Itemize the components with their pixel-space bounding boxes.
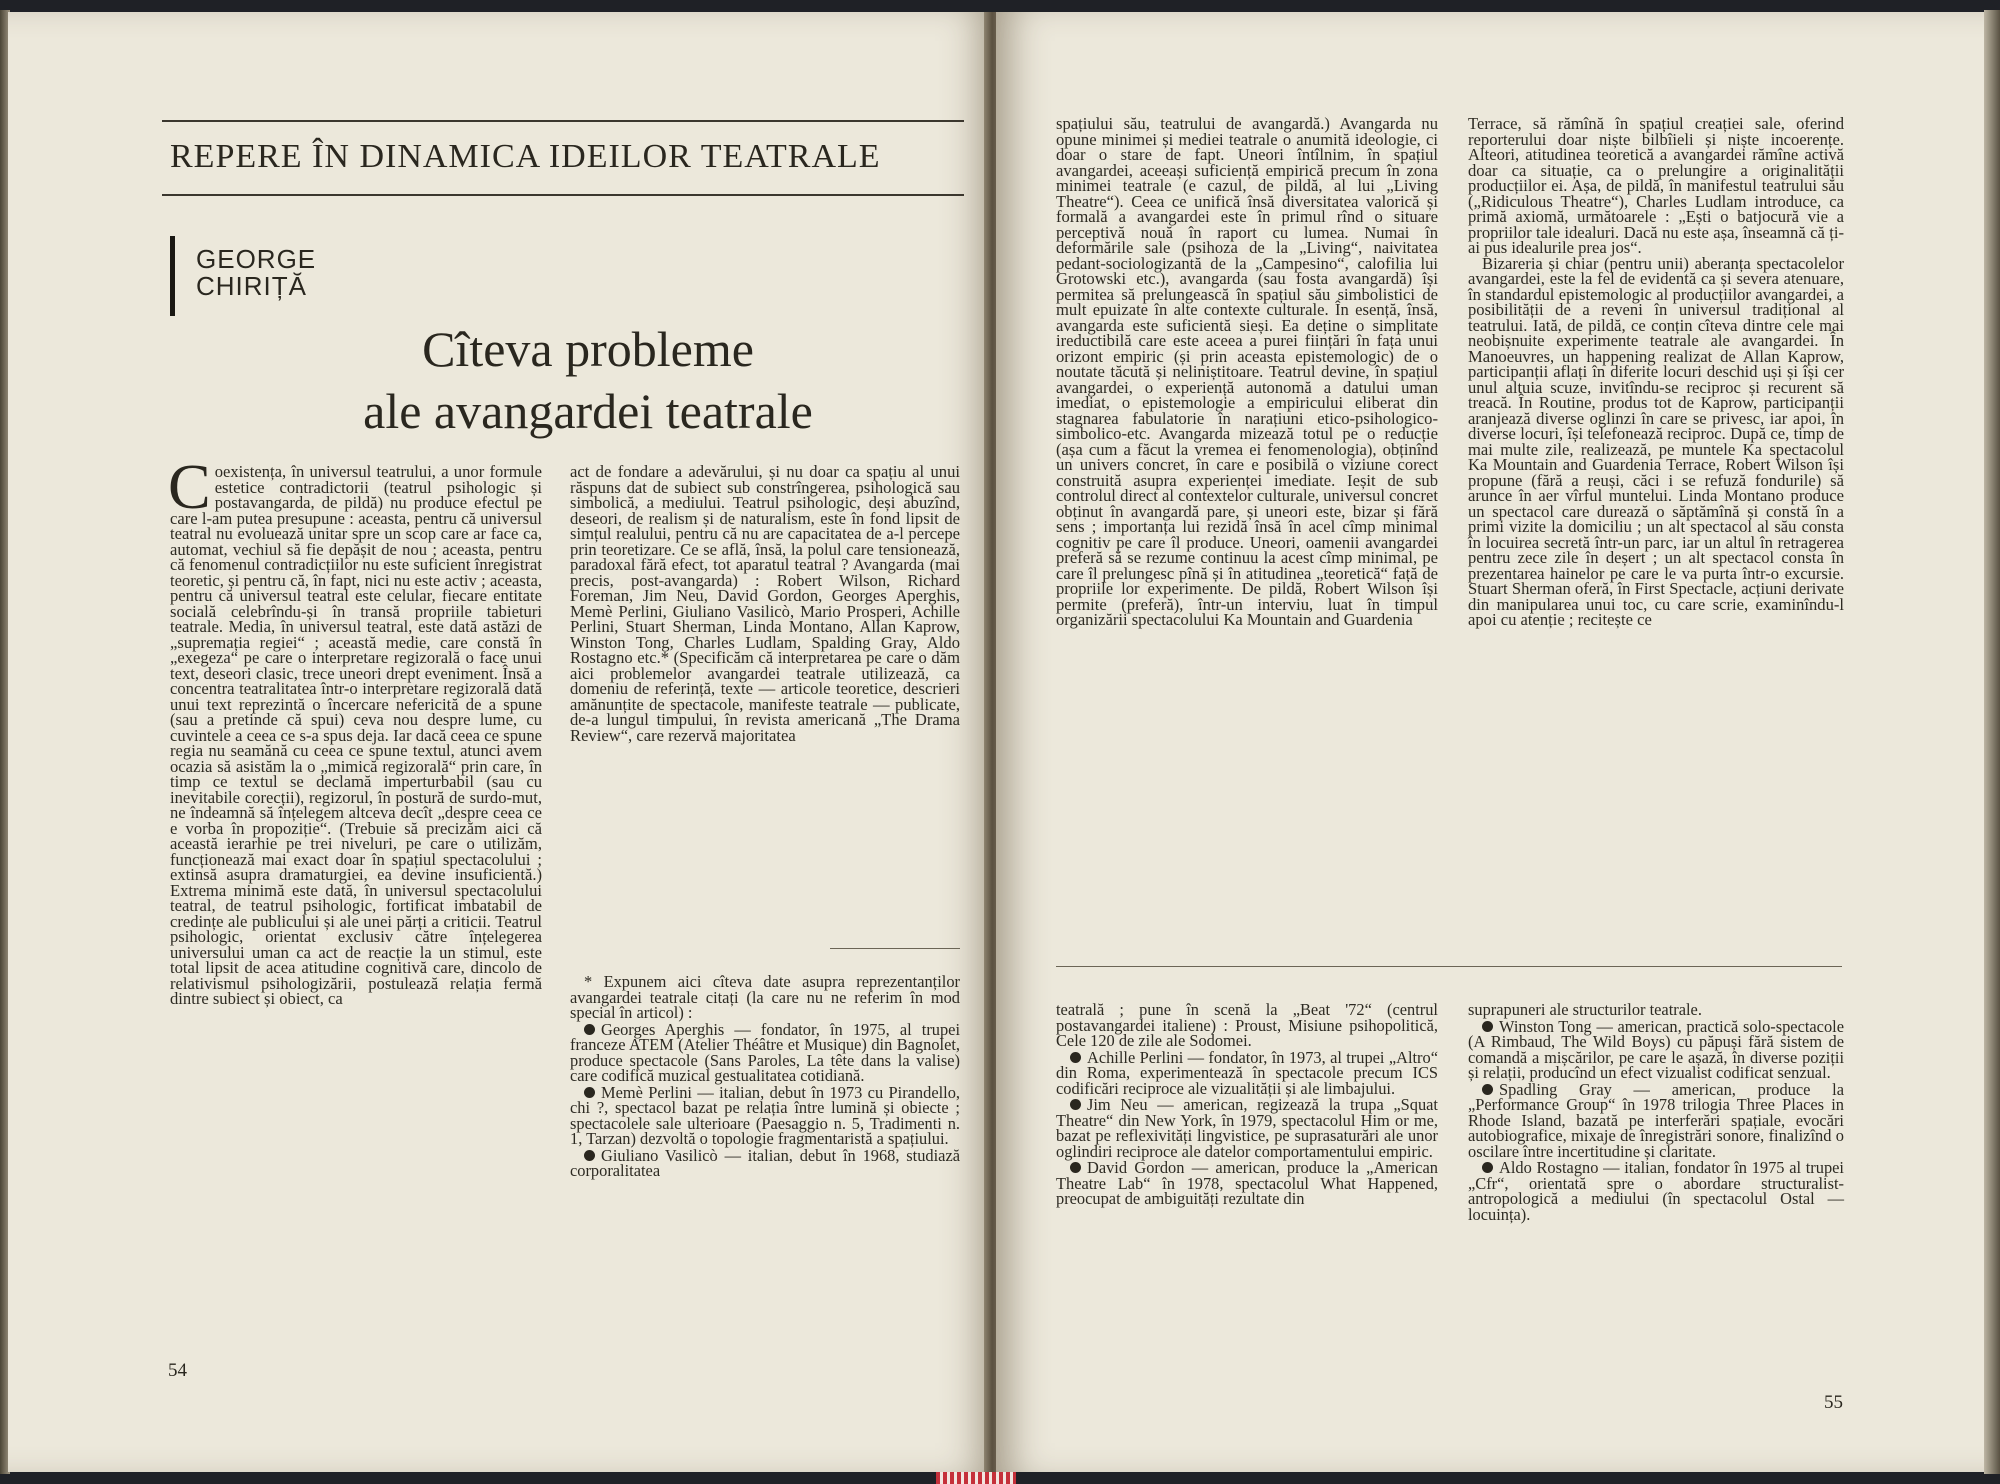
left-col2-text: act de fondare a adevărului, și nu doar ca spațiu al unui răspuns dat de subiect sub constrîngerea, psihologică sau simbolică, a mediului. Teatrul psihologic, deși abuzînd, deseori, de realism și de naturalism, este în fond lipsit de simțul realului, pentru că nu are capacitatea de a-l percepe prin teoretizare. Ce se află, însă, la polul care tensionează, paradoxal fără efect, tot aparatul teatral ? Avangarda (mai precis, post-avangarda) : Robert Wilson, Richard Foreman, Jim Neu, David Gordon, Georges Aperghis, Memè Perlini, Giuliano Vasilicò, Mario Prosperi, Achille Perlini, Stuart Sherman, Linda Montano, Allan Kaprow, Winston Tong, Charles Ludlam, Spalding Gray, Aldo Rostagno etc.* (Specificăm că interpretarea pe care o dăm aici problemelor avangardei teatrale utilizează, ca domeniu de referință, texte — articole teoretice, descrieri amănunțite de spectacole, manifeste teatrale — publicate, de-a lungul timpului, în revista americană „The Drama Review“, care rezervă majoritatea bbox=[570, 462, 960, 745]
footnote-vasilico: Giuliano Vasilicò — italian, debut în 1968, studiază corporalitatea bbox=[570, 1145, 960, 1180]
page-number-right: 55 bbox=[1824, 1392, 1843, 1413]
page-number-left: 54 bbox=[168, 1360, 187, 1381]
footnote-gordon-cont: suprapuneri ale structurilor teatrale. bbox=[1468, 1000, 1702, 1019]
right-col2-text-a: Terrace, să rămînă în spațiul creației sale, oferind reporterului doar niște bilbîieli și niște incoerențe. Alteori, atitudinea teoretică a avangardei rămîne activă doar ca situație, ca o prelungire a originalității producțiilor ei. Așa, de pildă, în manifestul teatrului său („Ridiculous Theatre“), Charles Ludlam introduce, ca primă axiomă, următoarele : „Ești o batjocură vie a propriilor tale idealuri. Dacă nu este așa, înseamnă că ți-ai pus idealurile prea jos“. bbox=[1468, 114, 1844, 257]
article-title bbox=[208, 318, 968, 442]
right-footnotes-col2 bbox=[1468, 1002, 1844, 1223]
footnote-david-gordon: David Gordon — american, produce la „American Theatre Lab“ în 1978, spectacolul What Happened, preocupat de ambiguități rezultate din bbox=[1056, 1158, 1438, 1208]
right-col1-text: spațiului său, teatrului de avangardă.) Avangarda nu opune minimei și mediei teatrale o anumită ideologie, ci doar o stare de fapt. Uneori întîlnim, în spațiul avangardei, aceeași suficiență empirică precum în zona minimei teatrale (e cazul, de pildă, al lui „Living Theatre“). Ceea ce unifică însă diversitatea valorică și formală a avangardei este în primul rînd o situare perceptivă nouă în raport cu lumea. Numai în deformările sale (psihoza de la „Living“, naivitatea pedant-sociologizantă de la „Campesino“, calofilia lui Grotowski etc.), avangarda (sau fosta avangardă) își permitea să prelungească în spațiul său simbolistici de mult epuizate în alte contexte culturale. În esență, însă, avangarda este suficientă sieși. Ea deține o simplitate ireductibilă care este aceea a purei ființări în fața unui orizont empiric (și prin aceasta epistemologic) de o noutate tăcută și neliniștitoare. Teatrul devine, în spațiul avangardei, o experiență autonomă a datului uman imediat, o epistemologie a empiricului eliberat din stagnarea fabulatorie în narațiuni etico-psihologico-simbolico-etc. Avangarda mizează totul pe o reducție (așa cum a făcut la vremea ei fenomenologia), obținînd un univers concret, în care e posibilă o viziune corect construită asupra experienței imediate. Ieșit de sub controlul direct al contextelor culturale, universul concret obținut în avangardă pare, și uneori este, bizar și fără sens ; importanța lui rezidă însă în acel cîmp minimal cognitiv pe care îl produce. Uneori, oamenii avangardei preferă să se rezume continuu la acest cîmp minimal, pe care îl prelungesc pînă și în atitudinea „teoretică“ față de propriile lor experimente. De pildă, Robert Wilson își permite (preferă), într-un interviu, luat în timpul organizării spectacolului Ka Mountain and Guardenia bbox=[1056, 114, 1438, 629]
page-54 bbox=[8, 12, 992, 1472]
author-bar bbox=[170, 236, 175, 316]
right-col2-text-b: Bizareria și chiar (pentru unii) aberanța spectacolelor avangardei, este la fel de evidentă ca și severa atenuare, în standardul epistemologic al producțiilor avangardei, a posibilității de a reveni în universul tradițional al teatrului. Iată, de pildă, ce conțin cîteva dintre cele mai neobișnuite experimente teatrale ale avangardei. În Manoeuvres, un happening realizat de Allan Kaprow, participanții aflați în diferite locuri deschid uși și își cer unul altuia scuze, invitîndu-se reciproc și recurent să treacă. În Routine, produs tot de Kaprow, participanții aranjează diverse oglinzi în care se privesc, iar apoi, în diverse locuri, își telefonează reciproc. După ce, timp de mai multe zile, realizează, pe muntele Ka spectacolul Ka Mountain and Guardenia Terrace, Robert Wilson își propune (fără a reuși, căci i se refuză fondurile) să arunce în aer vîrful muntelui. Linda Montano produce un spectacol care durează o săptămînă și constă în a primi vizite la domiciliu ; un alt spectacol al său consta în locuirea secretă într-un parc, iar un altul în retragerea pentru zece zile în deșert ; un alt spectacol consta în prezentarea hainelor pe care le va purta într-o excursie. Stuart Sherman oferă, în First Spectacle, acțiuni derivate din manipularea unui toc, cu care scrie, examinîndu-l apoi cu atenție ; recitește ce bbox=[1468, 253, 1844, 629]
right-footnote-rule bbox=[1056, 966, 1842, 967]
footnote-aldo-rostagno: Aldo Rostagno — italian, fondator în 1975 al trupei „Cfr“, orientată spre o abordare structuralist-antropologică a mediului (în spectacolul Ostal — locuința). bbox=[1468, 1158, 1844, 1224]
page-55 bbox=[996, 12, 1986, 1472]
footnote-achille-perlini: Achille Perlini — fondator, în 1973, al trupei „Altro“ din Roma, experimentează în spectacole precum ICS codificări reciproce ale vizualității și ale limbajului. bbox=[1056, 1047, 1438, 1098]
left-column-1 bbox=[168, 451, 542, 1008]
bullet-icon bbox=[1482, 1084, 1493, 1095]
footnote-perlini: Memè Perlini — italian, debut în 1973 cu Pirandello, chi ?, spectacol bazat pe relația între lumină și obiecte ; spectacolele sale ulterioare (Paesaggio n. 5, Tradimenti n. 1, Tarzan) dezvoltă o topologie fragmentaristă a spațiului. bbox=[570, 1082, 960, 1148]
footnote-aperghis: Georges Aperghis — fondator, în 1975, al trupei franceze ATEM (Atelier Théâtre et Musique) din Bagnolet, produce spectacole (Sans Paroles, La tête dans la valise) care codifică muzical gestualitatea cotidiană. bbox=[570, 1019, 960, 1085]
footnote-winston-tong: Winston Tong — american, practică solo-spectacole (A Rimbaud, The Wild Boys) cu păpuși fără sistem de comandă a mișcărilor, pe care le așază, în diverse poziții și relații, producînd un efect vizualist codificat senzual. bbox=[1468, 1016, 1844, 1082]
bullet-icon bbox=[1070, 1052, 1081, 1063]
bullet-icon bbox=[584, 1087, 595, 1098]
title-line-1: Cîteva probleme bbox=[422, 321, 754, 377]
header-rule-bottom bbox=[162, 194, 964, 196]
footnote-rule bbox=[830, 948, 960, 949]
series-title: REPERE ÎN DINAMICA IDEILOR TEATRALE bbox=[170, 138, 881, 175]
bullet-icon bbox=[1482, 1162, 1493, 1173]
bullet-icon bbox=[584, 1024, 595, 1035]
footnote-intro: * Expunem aici cîteva date asupra reprezentanților avangardei teatrale citați (la care nu ne referim în mod special în articol) : bbox=[570, 972, 960, 1022]
right-footnotes-col1 bbox=[1056, 1002, 1438, 1208]
bullet-icon bbox=[1070, 1099, 1081, 1110]
left-column-2 bbox=[570, 464, 960, 743]
right-column-2 bbox=[1468, 116, 1844, 628]
left-footnotes bbox=[570, 974, 960, 1180]
book-binding-tape bbox=[936, 1472, 1016, 1484]
author-last-name: CHIRIȚĂ bbox=[196, 271, 307, 301]
right-column-1 bbox=[1056, 116, 1438, 628]
title-line-2: ale avangardei teatrale bbox=[363, 383, 813, 439]
header-rule-top bbox=[162, 120, 964, 122]
footnote-spadling-gray: Spadling Gray — american, produce la „Performance Group“ în 1978 trilogia Three Places in Rhode Island, bazată pe interferări spațiale, evocări autobiografice, mixaje de înregistrări sonore, finalizînd o oscilare între incertitudine și claritate. bbox=[1468, 1079, 1844, 1161]
left-col1-text: oexistența, în universul teatrului, a unor formule estetice contradictorii (teatrul psihologic și postavangarda, de pildă) nu produce efectul pe care l-am putea presupune : aceasta, pentru că universul teatral nu evoluează unitar spre un scop care ar face ca, automat, vechiul să fie depășit de nou ; aceasta, pentru că fenomenul contradicțiilor nu este suficient înregistrat teoretic, și pentru că, în fapt, nici nu este activ ; aceasta, pentru că universul teatral este celular, fiecare entitate socială celebrîndu-și în transă propriile tabieturi teatrale. Media, în universul teatral, este dată astăzi de „supremația regiei“ ; această medie, care constă în „exegeza“ pe care o interpretare regizorală o face unui text, deseori clasic, trece uneori drept eveniment. Însă a concentra teatralitatea într-o interpretare regizorală dată unui text reprezintă o încercare nefericită de a spune (sau a pretinde că spui) ceva nou despre lume, cu cuvintele a ceea ce s-a spus deja. Iar dacă ceea ce spune regia nu seamănă cu ceea ce spune textul, atunci avem ocazia să asistăm la o „mimică regizorală“ prin care, în timp ce textul se declamă imperturbabil (sau cu inevitabile corecții), regizorul, în postură de surdo-mut, ne îndeamnă să înțelegem altceva decît „despre ceea ce e vorba în propoziție“. (Trebuie să precizăm aici că această ierarhie pe trei niveluri, pe care o utilizăm, funcționează mai exact doar în spațiul spectacolului ; extinsă asupra dramaturgiei, ea devine insuficientă.) Extrema minimă este dată, în universul spectacolului teatral, de teatrul psihologic, fortificat imbatabil de credințe ale publicului și ale unei părți a criticii. Teatrul psihologic, orientat exclusiv către înțelegerea universului uman ca act de reacție la un stimul, este total lipsit de acea atitudine cognitivă care, dincolo de relativismul psihologizării, postulează relația fermă dintre subiect și obiect, ca bbox=[170, 462, 542, 1008]
bullet-icon bbox=[1070, 1162, 1081, 1173]
bullet-icon bbox=[1482, 1021, 1493, 1032]
bullet-icon bbox=[584, 1150, 595, 1161]
footnote-jim-neu: Jim Neu — american, regizează la trupa „Squat Theatre“ din New York, în 1979, spectacolul Him or me, bazat pe reflexivități lingvistice, pe suprasaturări ale unor oglindiri reciproce ale datelor comportamentului empiric. bbox=[1056, 1095, 1438, 1161]
author-first-name: GEORGE bbox=[196, 244, 317, 274]
book-right-edge bbox=[1984, 10, 2000, 1474]
author-name bbox=[196, 246, 316, 300]
footnote-vasilico-cont: teatrală ; pune în scenă la „Beat '72“ (centrul postavangardei italiene) : Proust, Misiune psihopolitică, Cele 120 de zile ale Sodomei. bbox=[1056, 1000, 1438, 1050]
drop-cap: C bbox=[168, 451, 211, 522]
